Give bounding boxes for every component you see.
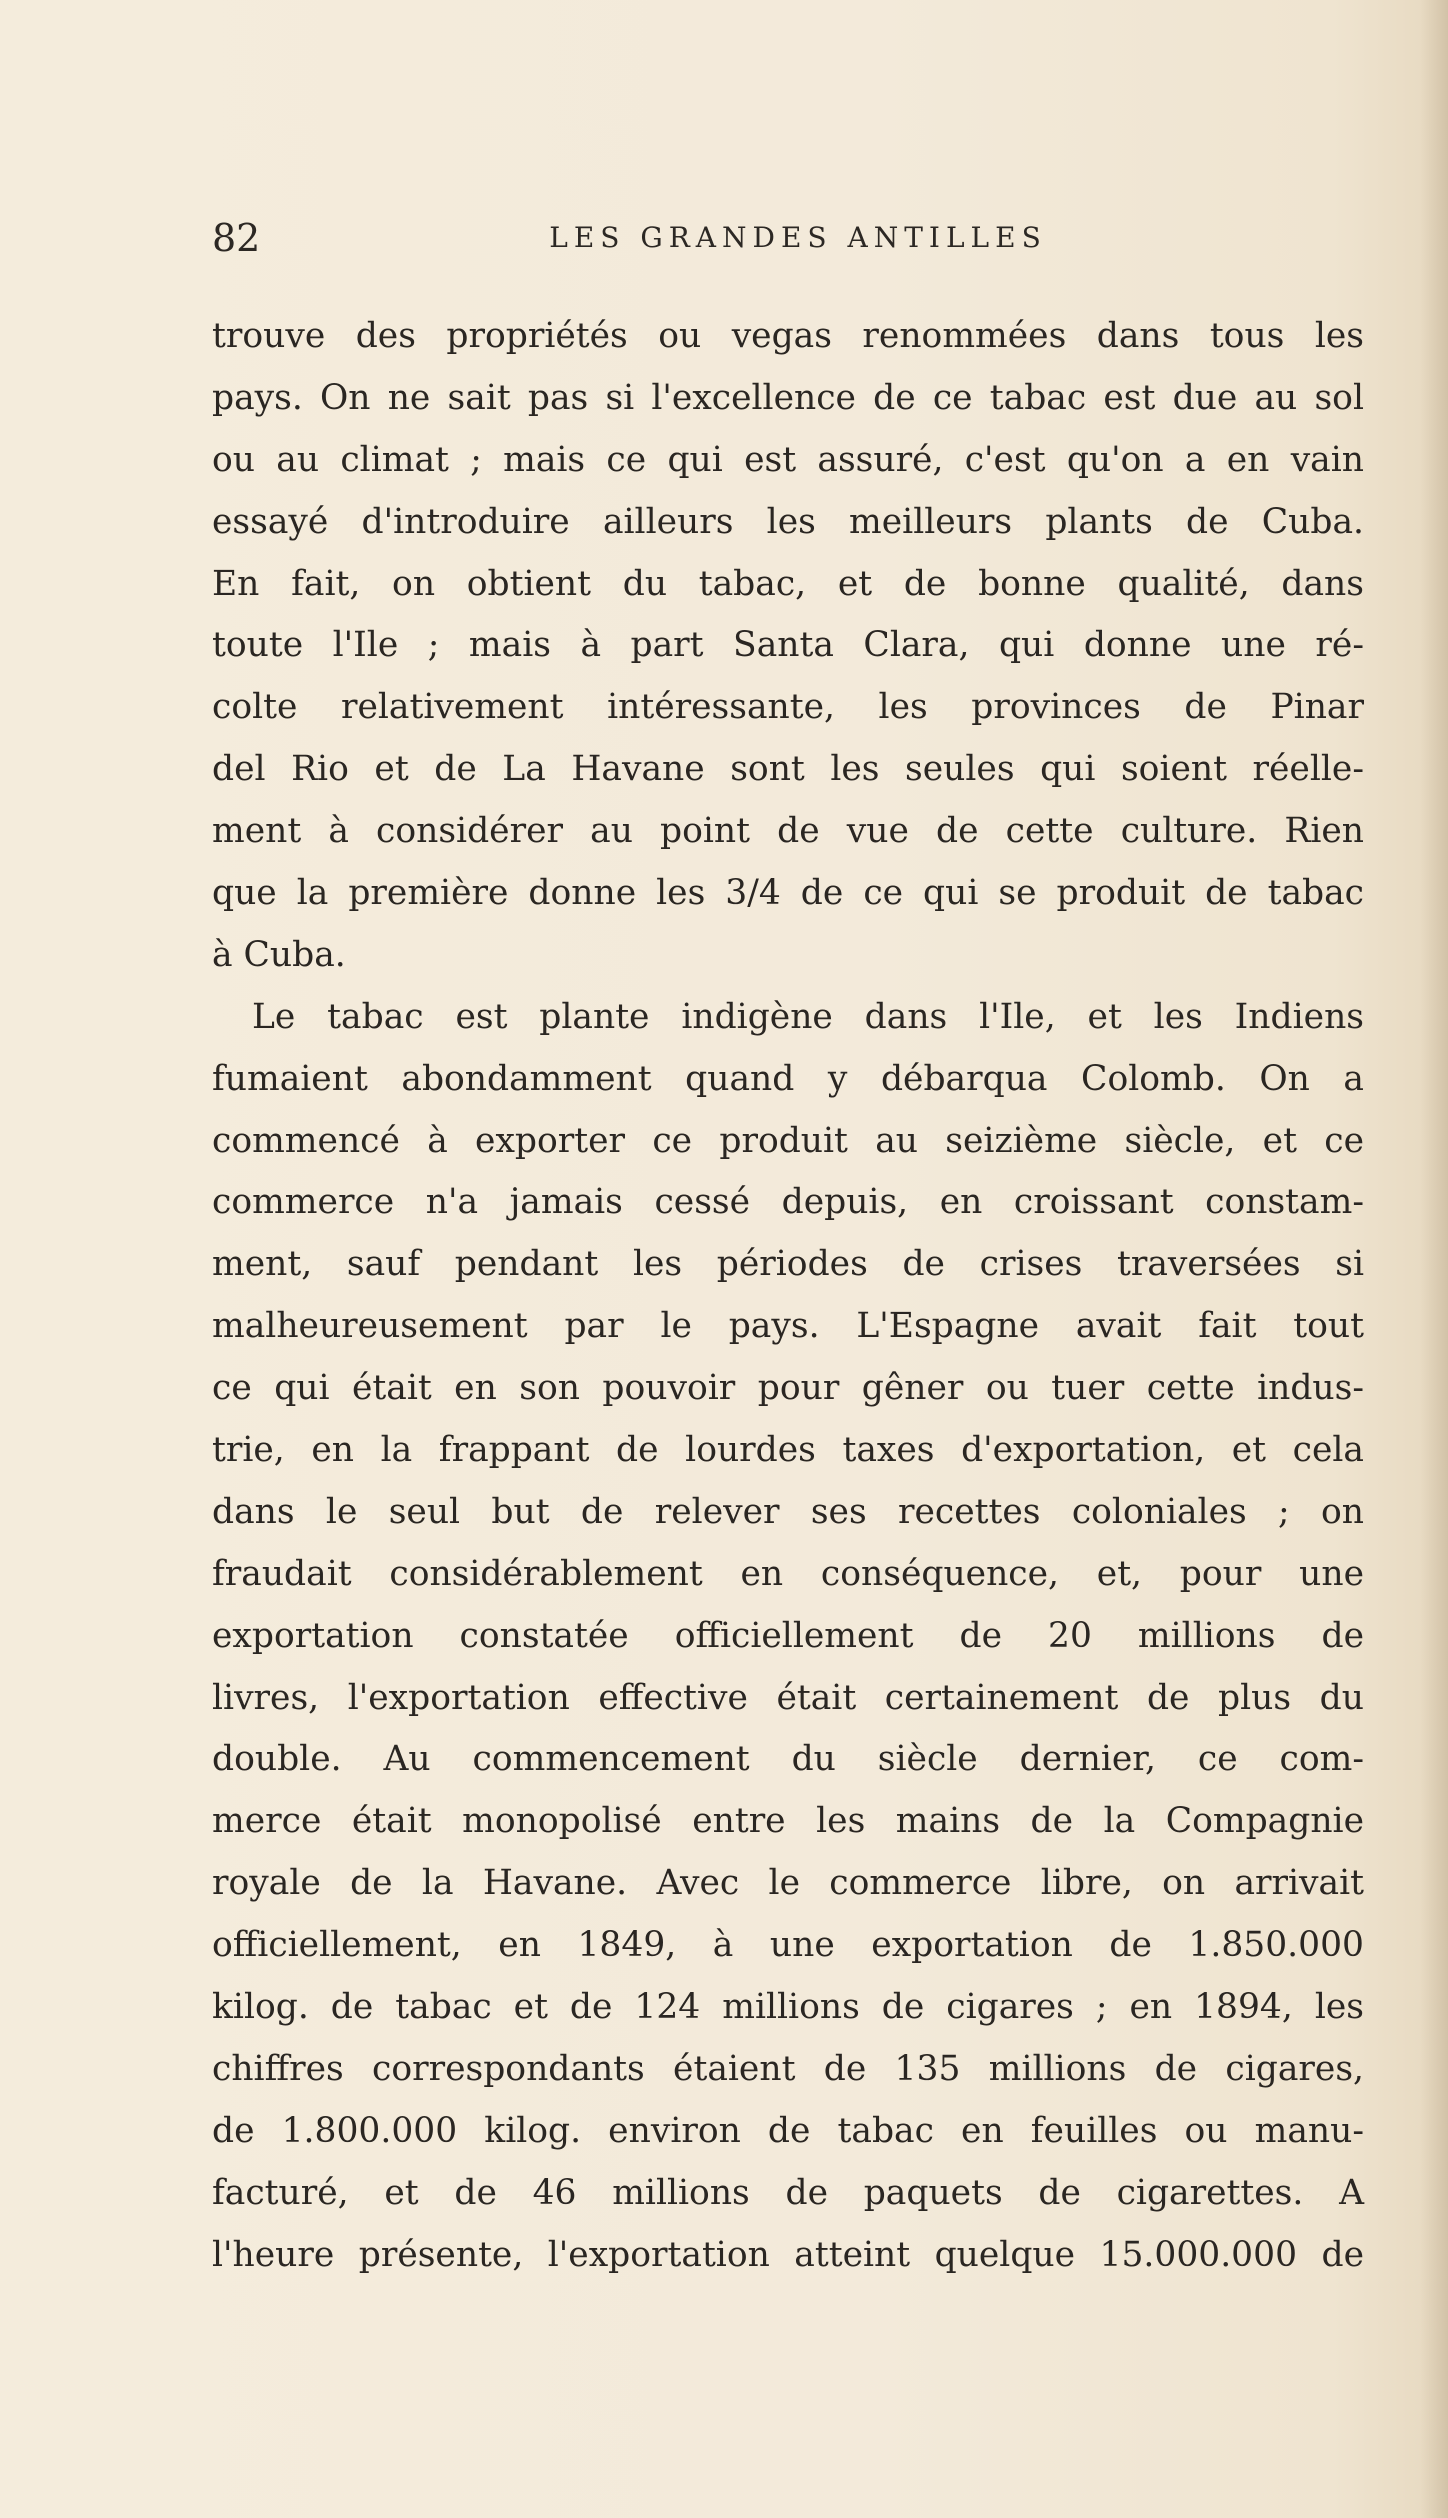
text-line: pays. On ne sait pas si l'excellence de ce tabac est due au sol bbox=[212, 377, 1364, 418]
text-line: facturé, et de 46 millions de paquets de cigarettes. A bbox=[212, 2172, 1364, 2213]
text-line: double. Au commencement du siècle dernier, ce com- bbox=[212, 1739, 1364, 1780]
text-line: essayé d'introduire ailleurs les meilleurs plants de Cuba. bbox=[212, 501, 1364, 542]
text-line: ment, sauf pendant les périodes de crises traversées si bbox=[212, 1244, 1364, 1285]
text-line: toute l'Ile ; mais à part Santa Clara, qui donne une ré- bbox=[212, 625, 1364, 666]
paragraph-start-line: Le tabac est plante indigène dans l'Ile, et les Indiens bbox=[252, 996, 1364, 1037]
text-line: del Rio et de La Havane sont les seules qui soient réelle- bbox=[212, 749, 1364, 790]
text-line: kilog. de tabac et de 124 millions de cigares ; en 1894, les bbox=[212, 1987, 1364, 2028]
text-line: commerce n'a jamais cessé depuis, en croissant constam- bbox=[212, 1182, 1364, 1223]
body-text bbox=[212, 306, 1364, 2287]
page-number: 82 bbox=[212, 216, 261, 260]
text-line: ou au climat ; mais ce qui est assuré, c'est qu'on a en vain bbox=[212, 439, 1364, 480]
paragraph-end-line: à Cuba. bbox=[212, 934, 346, 975]
text-line: livres, l'exportation effective était certainement de plus du bbox=[212, 1677, 1364, 1718]
text-line: l'heure présente, l'exportation atteint quelque 15.000.000 de bbox=[212, 2234, 1364, 2275]
text-line: officiellement, en 1849, à une exportation de 1.850.000 bbox=[212, 1925, 1364, 1966]
running-title: LES GRANDES ANTILLES bbox=[549, 221, 1047, 254]
text-line: que la première donne les 3/4 de ce qui se produit de tabac bbox=[212, 873, 1364, 914]
text-line: royale de la Havane. Avec le commerce libre, on arrivait bbox=[212, 1863, 1364, 1904]
text-line: colte relativement intéressante, les provinces de Pinar bbox=[212, 687, 1364, 728]
text-line: dans le seul but de relever ses recettes coloniales ; on bbox=[212, 1491, 1364, 1532]
text-line: merce était monopolisé entre les mains de la Compagnie bbox=[212, 1801, 1364, 1842]
text-line: malheureusement par le pays. L'Espagne avait fait tout bbox=[212, 1306, 1364, 1347]
text-line: chiffres correspondants étaient de 135 millions de cigares, bbox=[212, 2048, 1364, 2089]
text-line: commencé à exporter ce produit au seizième siècle, et ce bbox=[212, 1120, 1364, 1161]
text-line: En fait, on obtient du tabac, et de bonne qualité, dans bbox=[212, 563, 1364, 604]
text-line: trouve des propriétés ou vegas renommées dans tous les bbox=[212, 316, 1364, 356]
text-line: de 1.800.000 kilog. environ de tabac en feuilles ou manu- bbox=[212, 2110, 1364, 2151]
text-line: trie, en la frappant de lourdes taxes d'exportation, et cela bbox=[212, 1430, 1364, 1471]
text-line: fumaient abondamment quand y débarqua Colomb. On a bbox=[212, 1058, 1364, 1099]
text-line: ce qui était en son pouvoir pour gêner ou tuer cette indus- bbox=[212, 1368, 1364, 1409]
text-line: exportation constatée officiellement de 20 millions de bbox=[212, 1615, 1364, 1656]
page-edge-shadow bbox=[1420, 0, 1448, 2518]
text-line: fraudait considérablement en conséquence, et, pour une bbox=[212, 1553, 1364, 1594]
text-line: ment à considérer au point de vue de cette culture. Rien bbox=[212, 811, 1364, 852]
page-header bbox=[212, 208, 1384, 268]
